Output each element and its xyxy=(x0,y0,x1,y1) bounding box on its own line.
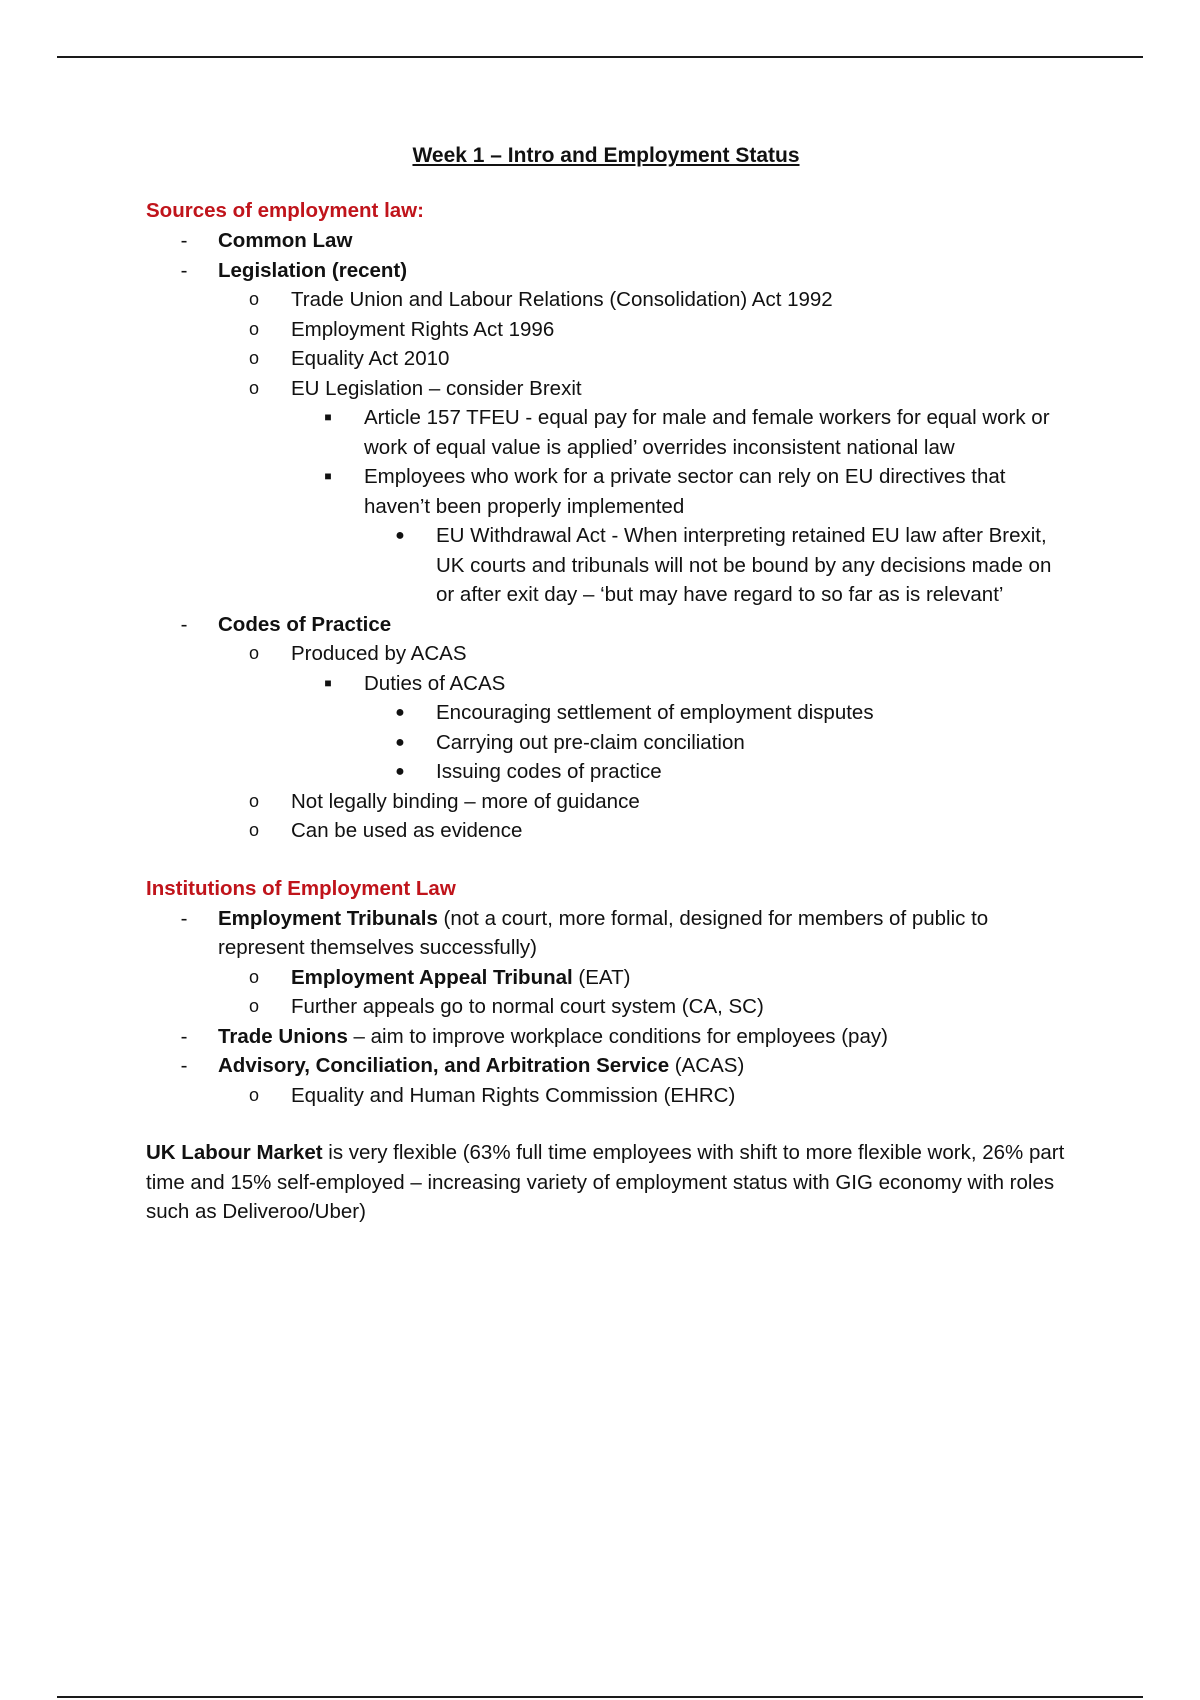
list-item: o Employment Rights Act 1996 xyxy=(146,315,1066,345)
list-item: - Common Law xyxy=(146,226,1066,256)
square-bullet-icon: ■ xyxy=(324,410,332,424)
section-heading-institutions: Institutions of Employment Law xyxy=(146,876,456,900)
page-title: Week 1 – Intro and Employment Status xyxy=(412,144,800,167)
list-item: o Trade Union and Labour Relations (Consolidation) Act 1992 xyxy=(146,285,1066,315)
spacer xyxy=(146,846,1066,874)
list-item: o Equality Act 2010 xyxy=(146,344,1066,374)
dot-bullet-icon: ● xyxy=(395,704,405,721)
list-item: ● Issuing codes of practice xyxy=(146,757,1066,787)
dash-bullet-icon: - xyxy=(180,612,188,636)
header-rule xyxy=(57,56,1143,58)
circle-bullet-icon: o xyxy=(248,377,259,398)
list-item: o Not legally binding – more of guidance xyxy=(146,787,1066,817)
list-item: o Employment Appeal Tribunal (EAT) xyxy=(146,963,1066,993)
dash-bullet-icon: - xyxy=(180,906,188,930)
list-item: - Legislation (recent) xyxy=(146,256,1066,286)
footer-rule xyxy=(57,1696,1143,1698)
list-item: o Equality and Human Rights Commission (EHRC) xyxy=(146,1081,1066,1111)
list-item: ● Carrying out pre-claim conciliation xyxy=(146,728,1066,758)
list-item: o EU Legislation – consider Brexit xyxy=(146,374,1066,404)
dot-bullet-icon: ● xyxy=(395,527,405,544)
document-body xyxy=(146,144,1066,1227)
dash-bullet-icon: - xyxy=(180,258,188,282)
square-bullet-icon: ■ xyxy=(324,469,332,483)
list-item: - Employment Tribunals (not a court, more formal, designed for members of public to represent themselves successfully) xyxy=(146,904,1066,963)
circle-bullet-icon: o xyxy=(248,966,259,987)
dot-bullet-icon: ● xyxy=(395,763,405,780)
circle-bullet-icon: o xyxy=(248,289,259,309)
circle-bullet-icon: o xyxy=(248,643,259,663)
dash-bullet-icon: - xyxy=(180,229,188,252)
list-item: ● EU Withdrawal Act - When interpreting retained EU law after Brexit, UK courts and tribunals will not be bound by any decisions made on or after exit day – ‘but may have regard to so far as is relevant’ xyxy=(146,521,1066,610)
list-item: o Can be used as evidence xyxy=(146,816,1066,846)
circle-bullet-icon: o xyxy=(248,996,259,1016)
dash-bullet-icon: - xyxy=(180,1054,188,1077)
labour-market-paragraph: UK Labour Market is very flexible (63% full time employees with shift to more flexible work, 26% part time and 15% self-employed – increasing variety of employment status with GIG economy with roles such as Deliveroo/Uber) xyxy=(146,1141,1065,1223)
list-item: - Trade Unions – aim to improve workplace conditions for employees (pay) xyxy=(146,1022,1066,1052)
list-item: ■ Article 157 TFEU - equal pay for male and female workers for equal work or work of equal value is applied’ overrides inconsistent national law xyxy=(146,403,1066,462)
list-item: o Further appeals go to normal court system (CA, SC) xyxy=(146,992,1066,1022)
spacer xyxy=(146,1110,1066,1138)
list-item: - Codes of Practice xyxy=(146,610,1066,640)
list-item: - Advisory, Conciliation, and Arbitration Service (ACAS) xyxy=(146,1051,1066,1081)
section-heading-sources: Sources of employment law: xyxy=(146,199,424,222)
dash-bullet-icon: - xyxy=(180,1024,188,1048)
square-bullet-icon: ■ xyxy=(324,675,332,690)
dot-bullet-icon: ● xyxy=(395,733,405,751)
list-item: o Produced by ACAS xyxy=(146,639,1066,669)
circle-bullet-icon: o xyxy=(248,1084,259,1105)
circle-bullet-icon: o xyxy=(248,348,259,368)
circle-bullet-icon: o xyxy=(248,820,259,840)
list-item: ● Encouraging settlement of employment disputes xyxy=(146,698,1066,728)
circle-bullet-icon: o xyxy=(248,790,259,811)
circle-bullet-icon: o xyxy=(248,318,259,339)
list-item: ■ Duties of ACAS xyxy=(146,669,1066,699)
list-item: ■ Employees who work for a private sector can rely on EU directives that haven’t been properly implemented xyxy=(146,462,1066,521)
